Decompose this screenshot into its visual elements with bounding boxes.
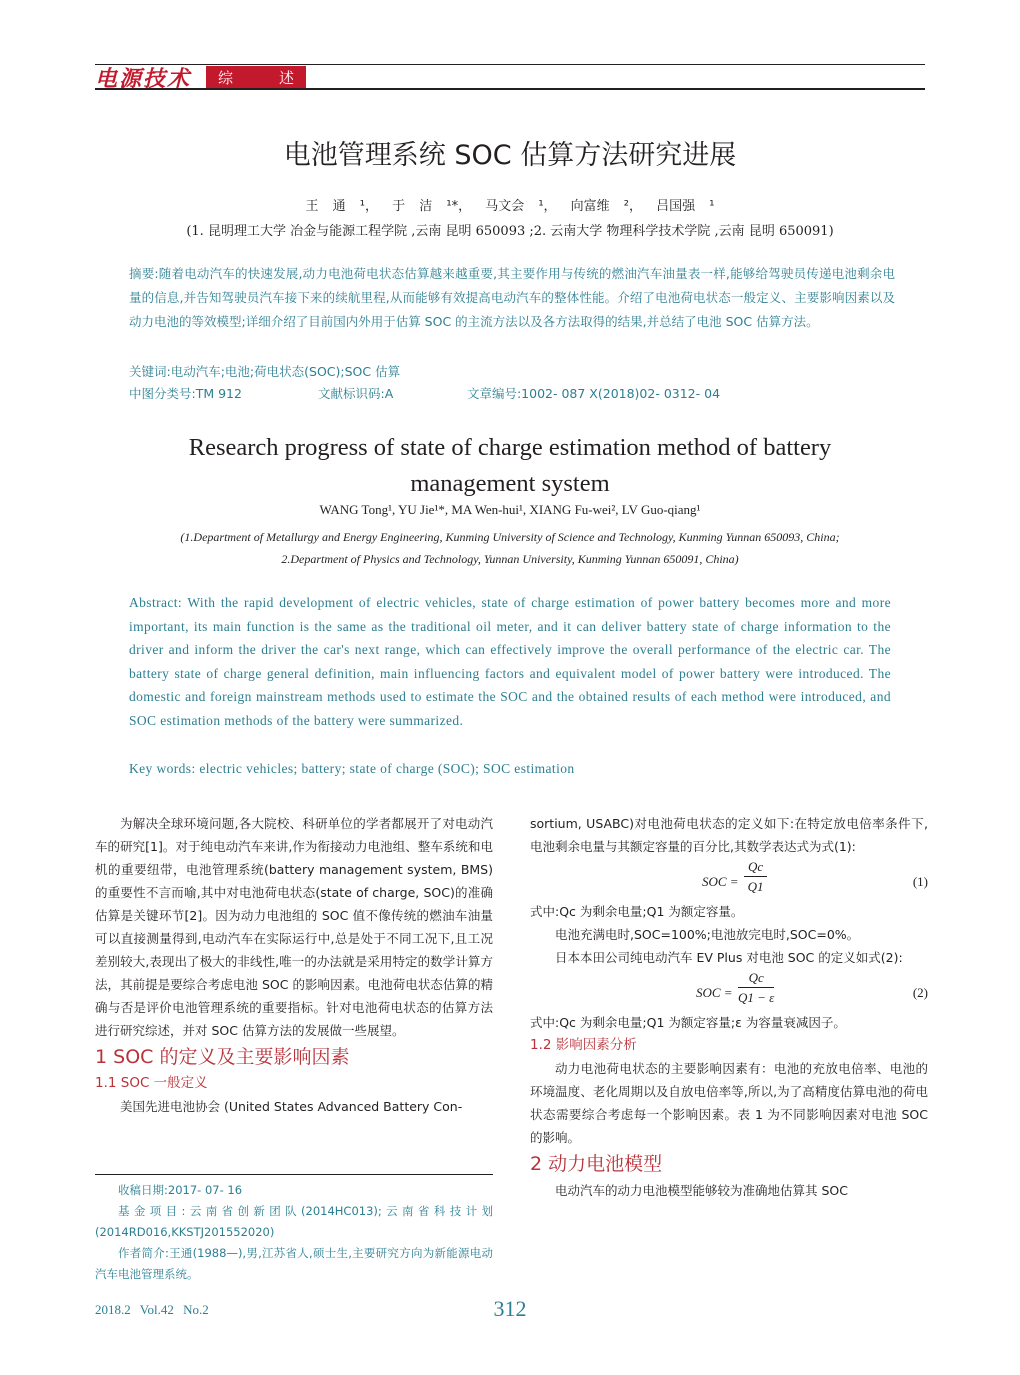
footnote-author: 作者简介:王通(1988—),男,江苏省人,硕士生,主要研究方向为新能源电动汽车电池管理系统。	[95, 1246, 493, 1281]
journal-logo: 电源技术	[95, 66, 192, 92]
soc-range-paragraph: 电池充满电时,SOC=100%;电池放完电时,SOC=0%。	[555, 927, 860, 942]
footnotes	[95, 1180, 493, 1285]
footnote-funding: 基金项目:云南省创新团队(2014HC013);云南省科技计划(2014RD016,KKSTJ201552020)	[95, 1204, 493, 1239]
honda-paragraph: 日本本田公司纯电动汽车 EV Plus 对电池 SOC 的定义如式(2):	[555, 950, 903, 965]
authors-cn: 王 通 ¹， 于 洁 ¹*， 马文会 ¹， 向富维 ²， 吕国强 ¹	[305, 199, 715, 214]
equation-1	[530, 858, 928, 900]
keywords-en: Key words: electric vehicles; battery; state of charge (SOC); SOC estimation	[129, 761, 575, 776]
equation-1-note: 式中:Qc 为剩余电量;Q1 为额定容量。	[530, 904, 744, 919]
section-heading-1: 1 SOC 的定义及主要影响因素	[95, 1046, 350, 1068]
body-column-left	[95, 812, 493, 1118]
equation-2	[530, 969, 928, 1011]
body-column-right	[530, 812, 928, 1202]
paper-title-en-text: Research progress of state of charge estimation method of battery management system	[188, 434, 832, 497]
section-tag	[206, 66, 306, 88]
section-heading-2: 2 动力电池模型	[530, 1153, 663, 1175]
page-number: 312	[493, 1296, 527, 1321]
equation-1-numerator: Qc	[744, 858, 767, 877]
subsection-heading-1-1: 1.1 SOC 一般定义	[95, 1075, 208, 1091]
battery-model-paragraph: 电动汽车的动力电池模型能够较为准确地估算其 SOC	[555, 1183, 848, 1198]
equation-1-fraction	[744, 858, 767, 897]
affiliation-en	[0, 526, 1020, 570]
equation-1-number: (1)	[912, 874, 928, 889]
equation-2-lhs: SOC =	[696, 985, 733, 1000]
equation-2-denominator: Q1 − ε	[738, 990, 775, 1005]
definition-paragraph: sortium, USABC)对电池荷电状态的定义如下:在特定放电倍率条件下,电池剩余电量与其额定容量的百分比,其数学表达式为式(1):	[530, 816, 928, 854]
abstract-en: Abstract: With the rapid development of electric vehicles, state of charge estimation of power battery becomes more and more important, its main function is the same as the traditional oil meter, and it can deliver battery state of charge information to the driver and inform the driver the car's next range, which can effectively improve the overall performance of the electric car. The battery state of charge general definition, main influencing factors and equivalent model of power battery were introduced. The domestic and foreign mainstream methods used to estimate the SOC and the obtained results of each method were introduced, and SOC estimation methods of the battery were summarized.	[129, 595, 891, 728]
document-code: 文献标识码:A	[317, 386, 394, 401]
footer-issue: 2018.2 Vol.42 No.2	[95, 1302, 209, 1317]
equation-2-number: (2)	[912, 985, 928, 1000]
section-tag-left: 综	[218, 68, 234, 87]
affiliation-en-line-2: 2.Department of Physics and Technology, Yunnan University, Kunming Yunnan 650091, China)	[281, 552, 739, 566]
equation-2-fraction	[738, 969, 774, 1008]
footnote-rule	[95, 1174, 493, 1175]
header-rule-top	[95, 64, 925, 65]
paper-title-cn: 电池管理系统 SOC 估算方法研究进展	[283, 140, 737, 171]
abstract-cn: 摘要:随着电动汽车的快速发展,动力电池荷电状态估算越来越重要,其主要作用与传统的燃油汽车油量表一样,能够给驾驶员传递电池剩余电量的信息,并告知驾驶员汽车接下来的续航里程,从而能够有效提高电动汽车的整体性能。介绍了电池荷电状态一般定义、主要影响因素以及动力电池的等效模型;详细介绍了目前国内外用于估算 SOC 的主流方法以及各方法取得的结果,并总结了电池 SOC 估算方法。	[129, 266, 895, 329]
equation-1-denominator: Q1	[747, 879, 764, 894]
usabc-paragraph: 美国先进电池协会 (United States Advanced Battery Con-	[120, 1099, 463, 1114]
paper-title-en	[0, 430, 1020, 502]
intro-paragraph: 为解决全球环境问题,各大院校、科研单位的学者都展开了对电动汽车的研究[1]。对于纯电动汽车来讲,作为衔接动力电池组、整车系统和电机的重要纽带，电池管理系统(battery management system, BMS)的重要性不言而喻,其中对电池荷电状态(state of charge, SOC)的准确估算是关键环节[2]。因为动力电池组的 SOC 值不像传统的燃油车油量可以直接测量得到,电动汽车在实际运行中,总是处于不同工况下,且工况差别较大,表现出了极大的非线性,唯一的办法就是采用特定的数学计算方法，其前提是要综合考虑电池 SOC 的影响因素。电池荷电状态估算的精确与否是评价电池管理系统的重要指标。针对电池荷电状态的估算方法进行研究综述，并对 SOC 估算方法的发展做一些展望。	[95, 816, 493, 1038]
header-rule-bottom	[95, 88, 925, 90]
footnote-received: 收稿日期:2017- 07- 16	[118, 1183, 243, 1197]
authors-en: WANG Tong¹, YU Jie¹*, MA Wen-hui¹, XIANG Fu-wei², LV Guo-qiang¹	[319, 502, 701, 517]
factors-paragraph: 动力电池荷电状态的主要影响因素有：电池的充放电倍率、电池的环境温度、老化周期以及自放电倍率等,所以,为了高精度估算电池的荷电状态需要综合考虑每一个影响因素。表 1 为不同影响因素对电池 SOC 的影响。	[530, 1061, 928, 1145]
clc-number: 中图分类号:TM 912	[129, 386, 242, 401]
affiliation-cn: (1. 昆明理工大学 冶金与能源工程学院 ,云南 昆明 650093 ;2. 云南大学 物理科学技术学院 ,云南 昆明 650091)	[186, 224, 834, 239]
article-number: 文章编号:1002- 087 X(2018)02- 0312- 04	[466, 386, 721, 401]
keywords-cn: 关键词:电动汽车;电池;荷电状态(SOC);SOC 估算	[129, 364, 401, 379]
equation-1-lhs: SOC =	[702, 874, 739, 889]
equation-2-numerator: Qc	[738, 969, 774, 988]
subsection-heading-1-2: 1.2 影响因素分析	[530, 1037, 637, 1053]
section-tag-right: 述	[278, 68, 294, 87]
equation-2-note: 式中:Qc 为剩余电量;Q1 为额定容量;ε 为容量衰减因子。	[530, 1015, 846, 1030]
affiliation-en-line-1: (1.Department of Metallurgy and Energy Engineering, Kunming University of Science and Technology, Kunming Yunnan 650093, China;	[180, 530, 840, 544]
classification-line	[129, 382, 895, 406]
